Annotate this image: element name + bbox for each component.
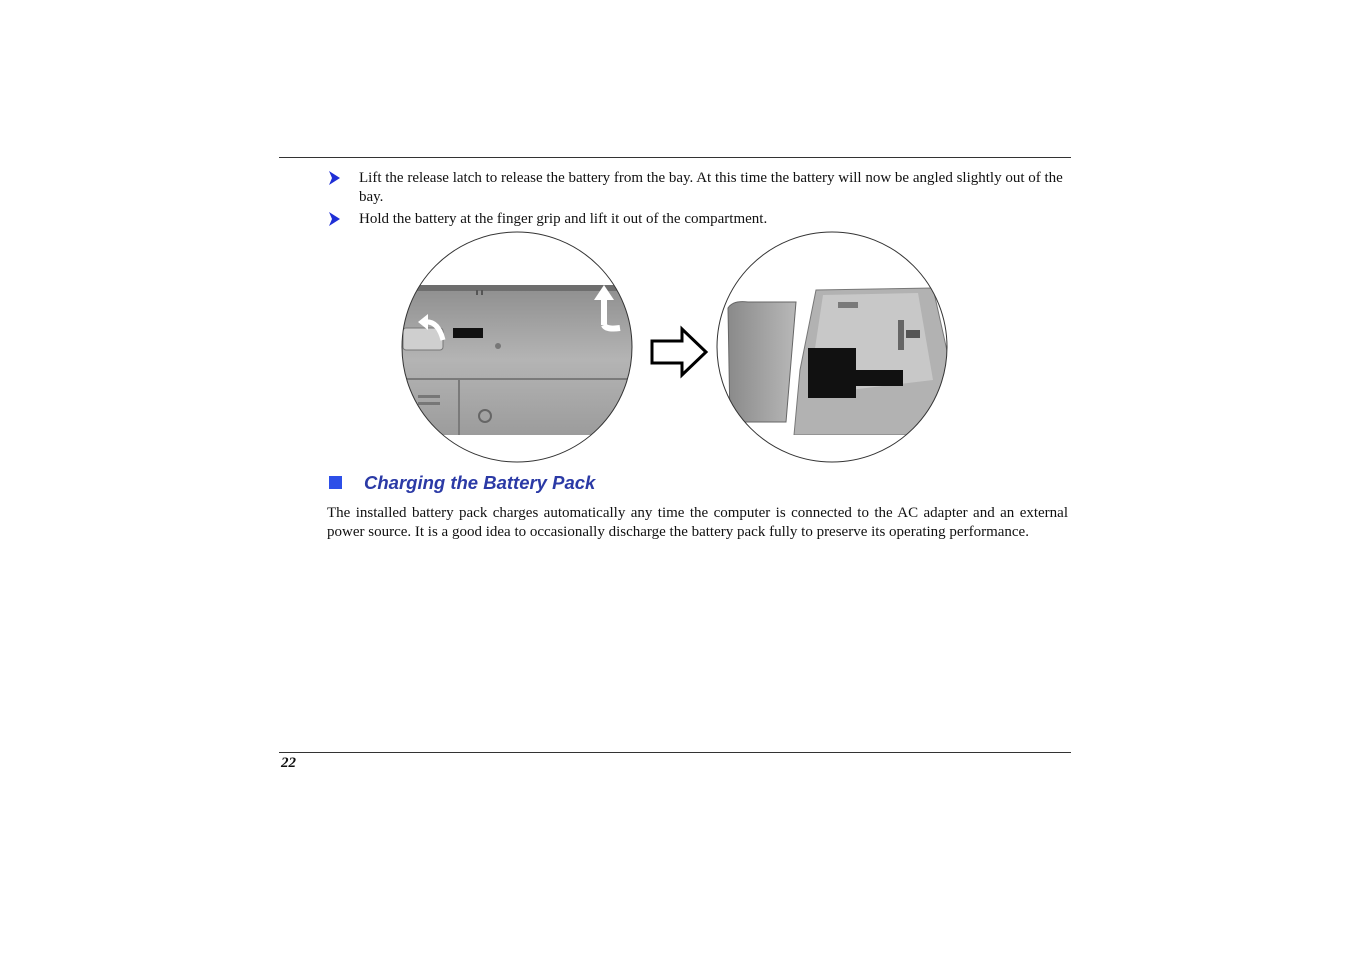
square-bullet-icon — [329, 476, 342, 489]
arrow-bullet-icon — [327, 170, 341, 186]
section-heading: Charging the Battery Pack — [364, 472, 596, 493]
body-paragraph: The installed battery pack charges automatically any time the computer is connected to the AC adapter and an external power source. It is a good idea to occasionally discharge the battery pack fully to preserve its operating performance. — [327, 505, 1068, 540]
instruction-text: Hold the battery at the finger grip and lift it out of the compartment. — [359, 211, 768, 227]
page-number: 22 — [281, 755, 296, 771]
header-rule — [279, 157, 1071, 158]
footer-rule — [279, 752, 1071, 753]
battery-removed-photo — [698, 232, 954, 470]
battery-latch-lift-photo — [398, 232, 638, 470]
instruction-text: Lift the release latch to release the battery from the bay. At this time the battery will now be angled slightly out of the bay. — [359, 170, 1063, 205]
instruction-item — [327, 169, 1072, 209]
battery-removal-figure — [398, 230, 954, 470]
instruction-item — [327, 210, 1072, 230]
arrow-bullet-icon — [327, 211, 341, 227]
right-arrow-icon — [652, 329, 706, 375]
